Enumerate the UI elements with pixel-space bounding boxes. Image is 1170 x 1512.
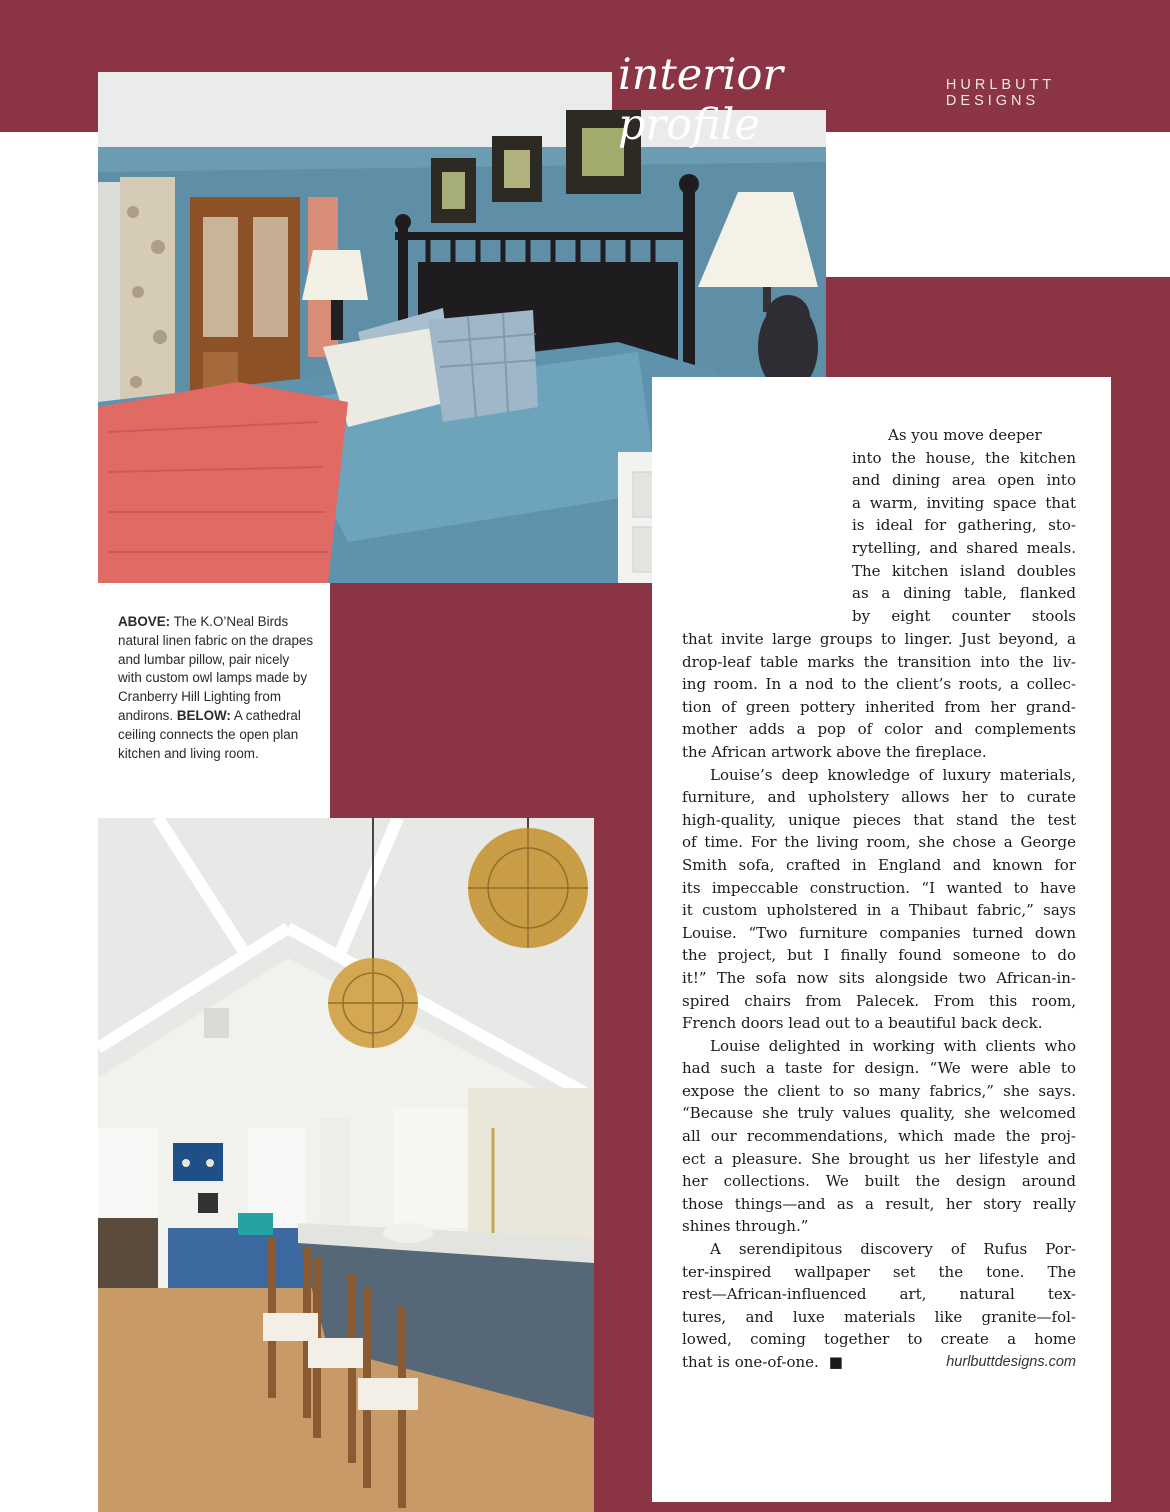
text-line: lowed, coming together to create a home — [682, 1330, 1076, 1349]
text-line: tures, and luxe materials like granite—fol- — [682, 1307, 1076, 1326]
text-line: high-quality, unique pieces that stand the test — [682, 810, 1076, 829]
text-line: expose the client to so many fabrics,” she says. — [682, 1081, 1076, 1100]
text-line: as a dining table, flanked — [852, 584, 1076, 603]
section-title: interior profile — [618, 50, 783, 150]
text-line: shines through.” — [682, 1217, 809, 1236]
article-column-main — [682, 628, 1076, 1374]
text-line: “Because she truly values quality, she welcomed — [682, 1104, 1076, 1123]
caption-below-label: BELOW: — [176, 707, 231, 723]
text-line: ing room. In a nod to the client’s roots, a collec- — [682, 675, 1076, 694]
text-line: furniture, and upholstery allows her to curate — [682, 788, 1076, 807]
text-line: a warm, inviting space that — [852, 493, 1076, 512]
text-line: Louise. “Two furniture companies turned down — [682, 923, 1076, 942]
text-line: drop-leaf table marks the transition into the liv- — [682, 652, 1076, 671]
kitchen-photo — [98, 818, 594, 1512]
text-line: it custom upholstered in a Thibaut fabric,” says — [682, 901, 1076, 920]
text-line: rytelling, and shared meals. — [852, 538, 1076, 557]
text-line: Louise delighted in working with clients who — [710, 1036, 1076, 1055]
text-line: spired chairs from Palecek. From this room, — [682, 991, 1076, 1010]
text-line: those things—and as a result, her story really — [682, 1194, 1076, 1213]
text-line: tion of green pottery inherited from her grand- — [682, 697, 1076, 716]
text-line: The kitchen island doubles — [852, 561, 1076, 580]
text-line: the project, but I finally found someone to do — [682, 946, 1076, 965]
article-column-top — [852, 424, 1076, 627]
text-line: had such a taste for design. “We were able to — [682, 1059, 1076, 1078]
text-line: As you move deeper — [888, 426, 1042, 444]
caption-below-text: A cathedral ceiling connects the open plan kitchen and living room. — [118, 707, 301, 761]
text-line: mother adds a pop of color and complements — [682, 720, 1076, 739]
caption-above-label: ABOVE: — [118, 614, 171, 629]
text-line: her collections. We built the design around — [682, 1172, 1076, 1191]
text-line: that invite large groups to linger. Just beyond, a — [682, 630, 1076, 648]
section-header — [612, 50, 1152, 150]
text-line: the African artwork above the fireplace. — [682, 742, 987, 761]
website-link[interactable]: hurlbuttdesigns.com — [946, 1354, 1076, 1370]
text-line: A serendipitous discovery of Rufus Por- — [710, 1240, 1076, 1259]
text-line: French doors lead out to a beautiful back deck. — [682, 1014, 1043, 1033]
text-line: Louise’s deep knowledge of luxury materials, — [710, 765, 1076, 784]
caption-above-text: The K.O’Neal Birds natural linen fabric on the drapes and lumbar pillow, pair nicely with custom owl lamps made by Cranberry Hill Lighting from andirons. — [118, 614, 314, 723]
final-line — [682, 1351, 1076, 1374]
text-line: Smith sofa, crafted in England and known for — [682, 855, 1076, 874]
text-line: by eight counter stools — [852, 606, 1076, 625]
text-line: it!” The sofa now sits alongside two African-in- — [682, 968, 1076, 987]
final-line-text: that is one-of-one. — [682, 1353, 819, 1371]
text-line: of time. For the living room, she chose a George — [682, 833, 1076, 852]
text-line: rest—African-influenced art, natural tex- — [682, 1285, 1076, 1304]
text-line: is ideal for gathering, sto- — [852, 516, 1076, 535]
text-line: ter-inspired wallpaper set the tone. The — [682, 1262, 1076, 1281]
text-line: into the house, the kitchen — [852, 448, 1076, 467]
text-line: and dining area open into — [852, 471, 1076, 490]
text-line: its impeccable construction. “I wanted to have — [682, 878, 1076, 897]
text-line: all our recommendations, which made the proj- — [682, 1127, 1076, 1146]
brand-name: HURLBUTT DESIGNS — [945, 77, 1055, 109]
end-mark: ■ — [828, 1353, 843, 1371]
photo-caption — [118, 613, 314, 763]
text-line: ect a pleasure. She brought us her lifestyle and — [682, 1149, 1076, 1168]
